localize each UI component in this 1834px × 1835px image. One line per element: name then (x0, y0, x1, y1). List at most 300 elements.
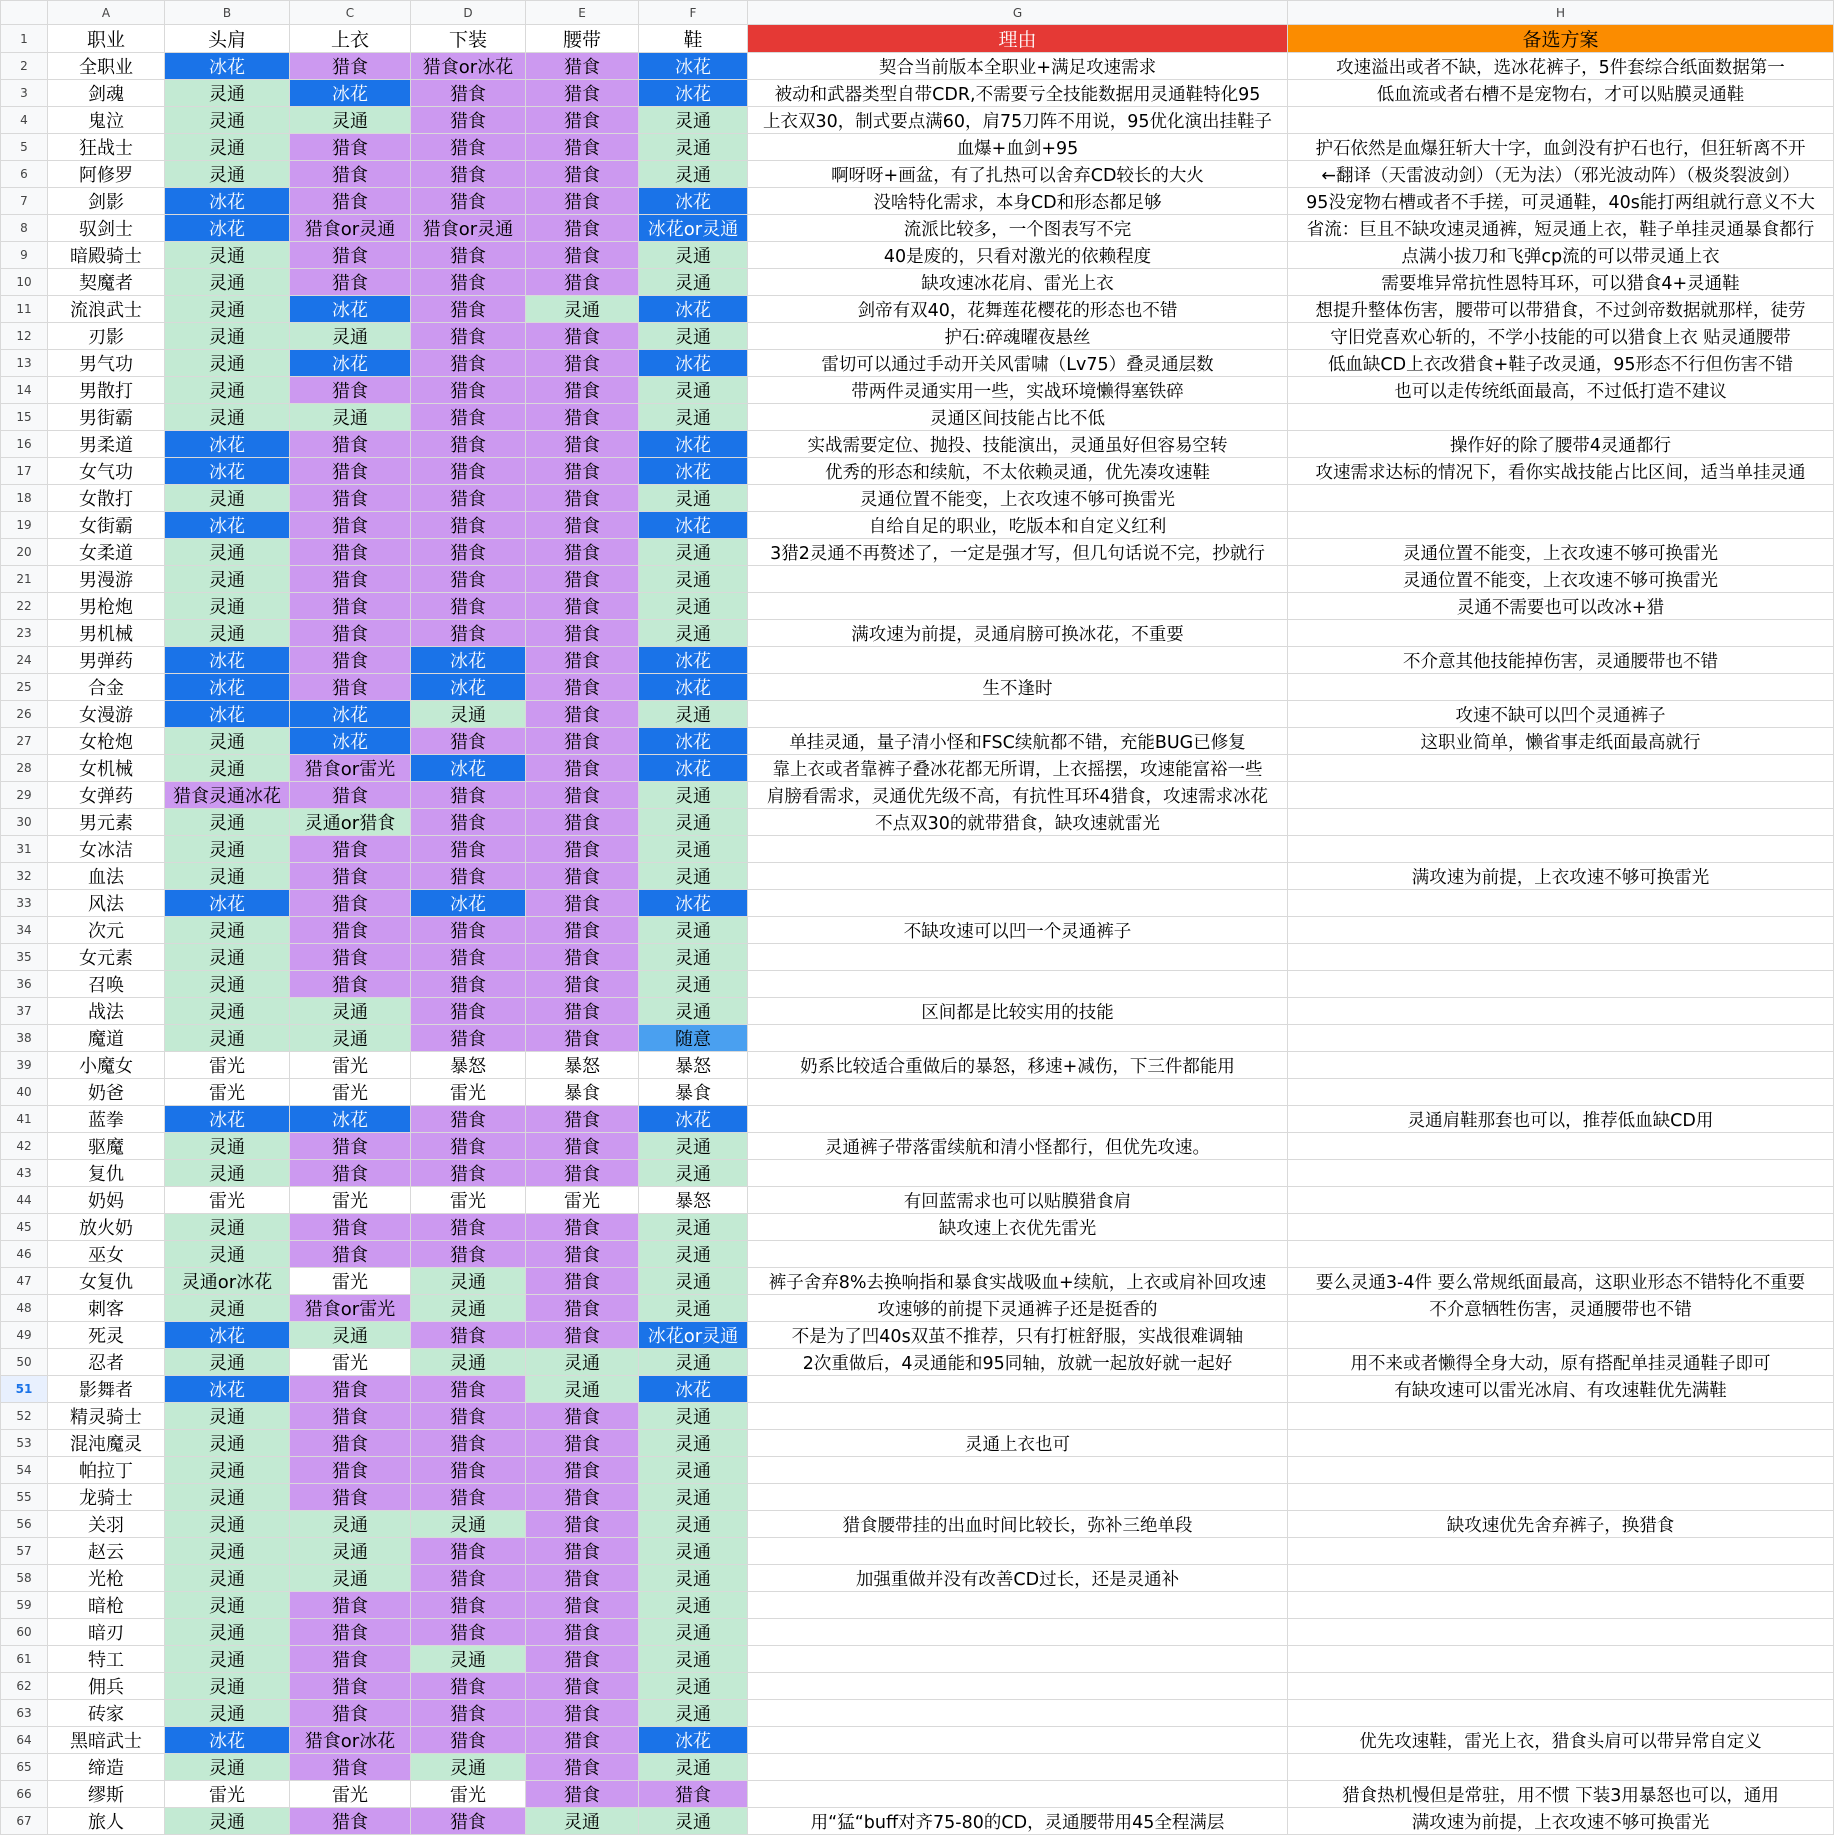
gear-cell[interactable]: 冰花 (165, 1322, 290, 1349)
class-name-cell[interactable]: 特工 (48, 1646, 165, 1673)
reason-cell[interactable]: 护石:碎魂曜夜悬丝 (748, 323, 1288, 350)
gear-cell[interactable]: 猎食 (290, 1241, 411, 1268)
reason-cell[interactable]: 没啥特化需求，本身CD和形态都足够 (748, 188, 1288, 215)
class-name-cell[interactable]: 男散打 (48, 377, 165, 404)
gear-cell[interactable]: 猎食 (526, 890, 639, 917)
gear-cell[interactable]: 灵通 (411, 1754, 526, 1781)
gear-cell[interactable]: 猎食 (411, 1376, 526, 1403)
gear-cell[interactable]: 灵通 (639, 404, 748, 431)
gear-cell[interactable]: 灵通 (165, 296, 290, 323)
gear-cell[interactable]: 猎食 (290, 1133, 411, 1160)
gear-cell[interactable]: 猎食 (526, 269, 639, 296)
gear-cell[interactable]: 冰花 (165, 674, 290, 701)
alternative-cell[interactable] (1288, 1403, 1834, 1430)
gear-cell[interactable]: 灵通 (639, 1808, 748, 1835)
class-name-cell[interactable]: 女街霸 (48, 512, 165, 539)
gear-cell[interactable]: 猎食 (411, 1457, 526, 1484)
gear-cell[interactable]: 猎食 (290, 1376, 411, 1403)
gear-cell[interactable]: 冰花 (290, 1106, 411, 1133)
class-name-cell[interactable]: 合金 (48, 674, 165, 701)
alternative-cell[interactable]: 灵通肩鞋那套也可以，推荐低血缺CD用 (1288, 1106, 1834, 1133)
gear-cell[interactable]: 灵通 (639, 269, 748, 296)
gear-cell[interactable]: 猎食 (290, 1430, 411, 1457)
reason-cell[interactable]: 2次重做后，4灵通能和95同轴，放就一起放好就一起好 (748, 1349, 1288, 1376)
gear-cell[interactable]: 灵通 (165, 1241, 290, 1268)
class-name-cell[interactable]: 男机械 (48, 620, 165, 647)
gear-cell[interactable]: 猎食 (411, 1673, 526, 1700)
gear-cell[interactable]: 灵通 (165, 350, 290, 377)
class-name-cell[interactable]: 女气功 (48, 458, 165, 485)
gear-cell[interactable]: 猎食 (411, 593, 526, 620)
gear-cell[interactable]: 雷光 (411, 1781, 526, 1808)
class-name-cell[interactable]: 小魔女 (48, 1052, 165, 1079)
reason-cell[interactable]: 优秀的形态和续航，不太依赖灵通，优先凑攻速鞋 (748, 458, 1288, 485)
gear-cell[interactable]: 灵通 (639, 1646, 748, 1673)
class-name-cell[interactable]: 暗刃 (48, 1619, 165, 1646)
alternative-cell[interactable]: 不介意其他技能掉伤害，灵通腰带也不错 (1288, 647, 1834, 674)
gear-cell[interactable]: 灵通 (165, 377, 290, 404)
gear-cell[interactable]: 灵通 (411, 701, 526, 728)
reason-cell[interactable]: 上衣双30，制式要点满60，肩75刀阵不用说，95优化演出挂鞋子 (748, 107, 1288, 134)
gear-cell[interactable]: 猎食 (526, 1754, 639, 1781)
row-number[interactable]: 47 (1, 1268, 48, 1295)
gear-cell[interactable]: 猎食 (411, 1430, 526, 1457)
gear-cell[interactable]: 灵通 (165, 1619, 290, 1646)
row-number[interactable]: 32 (1, 863, 48, 890)
gear-cell[interactable]: 灵通 (639, 1484, 748, 1511)
row-number[interactable]: 56 (1, 1511, 48, 1538)
gear-cell[interactable]: 猎食 (411, 539, 526, 566)
gear-cell[interactable]: 猎食 (526, 1106, 639, 1133)
row-number[interactable]: 13 (1, 350, 48, 377)
gear-cell[interactable]: 冰花 (639, 458, 748, 485)
reason-cell[interactable]: 剑帝有双40，花舞莲花樱花的形态也不错 (748, 296, 1288, 323)
class-name-cell[interactable]: 砖家 (48, 1700, 165, 1727)
gear-cell[interactable]: 冰花 (165, 1727, 290, 1754)
gear-cell[interactable]: 猎食 (290, 1457, 411, 1484)
gear-cell[interactable]: 猎食 (526, 134, 639, 161)
gear-cell[interactable]: 灵通 (165, 863, 290, 890)
row-number[interactable]: 64 (1, 1727, 48, 1754)
gear-cell[interactable]: 灵通 (165, 1511, 290, 1538)
row-number[interactable]: 61 (1, 1646, 48, 1673)
reason-cell[interactable] (748, 1754, 1288, 1781)
class-name-cell[interactable]: 死灵 (48, 1322, 165, 1349)
gear-cell[interactable]: 猎食 (290, 1160, 411, 1187)
gear-cell[interactable]: 灵通 (639, 782, 748, 809)
alternative-cell[interactable]: 有缺攻速可以雷光冰肩、有攻速鞋优先满鞋 (1288, 1376, 1834, 1403)
gear-cell[interactable]: 猎食 (411, 512, 526, 539)
reason-cell[interactable]: 被动和武器类型自带CDR,不需要亏全技能数据用灵通鞋特化95 (748, 80, 1288, 107)
row-number[interactable]: 57 (1, 1538, 48, 1565)
gear-cell[interactable]: 灵通 (165, 1349, 290, 1376)
gear-cell[interactable]: 猎食or灵通 (411, 215, 526, 242)
class-name-cell[interactable]: 关羽 (48, 1511, 165, 1538)
gear-cell[interactable]: 灵通 (165, 971, 290, 998)
gear-cell[interactable]: 猎食 (526, 1214, 639, 1241)
gear-cell[interactable]: 冰花 (290, 80, 411, 107)
gear-cell[interactable]: 猎食 (411, 485, 526, 512)
gear-cell[interactable]: 灵通 (290, 107, 411, 134)
reason-cell[interactable]: 灵通区间技能占比不低 (748, 404, 1288, 431)
gear-cell[interactable]: 猎食 (526, 1484, 639, 1511)
class-name-cell[interactable]: 血法 (48, 863, 165, 890)
row-number[interactable]: 48 (1, 1295, 48, 1322)
gear-cell[interactable]: 冰花 (290, 350, 411, 377)
gear-cell[interactable]: 冰花 (639, 188, 748, 215)
class-name-cell[interactable]: 女枪炮 (48, 728, 165, 755)
gear-cell[interactable]: 冰花 (165, 431, 290, 458)
gear-cell[interactable]: 冰花 (639, 296, 748, 323)
row-number[interactable]: 6 (1, 161, 48, 188)
gear-cell[interactable]: 灵通 (639, 377, 748, 404)
reason-cell[interactable]: 契合当前版本全职业+满足攻速需求 (748, 53, 1288, 80)
gear-cell[interactable]: 灵通 (165, 728, 290, 755)
gear-cell[interactable]: 猎食 (526, 1268, 639, 1295)
row-number[interactable]: 3 (1, 80, 48, 107)
reason-cell[interactable]: 灵通上衣也可 (748, 1430, 1288, 1457)
row-number[interactable]: 40 (1, 1079, 48, 1106)
class-name-cell[interactable]: 女漫游 (48, 701, 165, 728)
gear-cell[interactable]: 灵通 (639, 809, 748, 836)
gear-cell[interactable]: 灵通 (165, 1754, 290, 1781)
gear-cell[interactable]: 猎食 (411, 188, 526, 215)
reason-cell[interactable] (748, 701, 1288, 728)
gear-cell[interactable]: 冰花 (639, 674, 748, 701)
alternative-cell[interactable]: 不介意牺牲伤害，灵通腰带也不错 (1288, 1295, 1834, 1322)
reason-cell[interactable]: 缺攻速冰花肩、雷光上衣 (748, 269, 1288, 296)
gear-cell[interactable]: 猎食 (526, 1592, 639, 1619)
gear-cell[interactable]: 猎食 (411, 566, 526, 593)
gear-cell[interactable]: 灵通 (165, 809, 290, 836)
select-all-corner[interactable] (1, 1, 48, 25)
gear-cell[interactable]: 灵通 (639, 836, 748, 863)
alternative-cell[interactable]: 灵通不需要也可以改冰+猎 (1288, 593, 1834, 620)
gear-cell[interactable]: 灵通 (165, 1214, 290, 1241)
alternative-cell[interactable] (1288, 1322, 1834, 1349)
gear-cell[interactable]: 冰花 (639, 890, 748, 917)
gear-cell[interactable]: 冰花 (639, 80, 748, 107)
row-number[interactable]: 67 (1, 1808, 48, 1835)
row-number[interactable]: 20 (1, 539, 48, 566)
row-number[interactable]: 26 (1, 701, 48, 728)
class-name-cell[interactable]: 光枪 (48, 1565, 165, 1592)
gear-cell[interactable]: 灵通 (290, 1322, 411, 1349)
row-number[interactable]: 38 (1, 1025, 48, 1052)
gear-cell[interactable]: 灵通 (290, 404, 411, 431)
gear-cell[interactable]: 猎食 (411, 1484, 526, 1511)
row-number[interactable]: 55 (1, 1484, 48, 1511)
alternative-cell[interactable] (1288, 809, 1834, 836)
gear-cell[interactable]: 灵通 (639, 566, 748, 593)
gear-cell[interactable]: 冰花 (639, 512, 748, 539)
gear-cell[interactable]: 灵通 (639, 323, 748, 350)
gear-cell[interactable]: 猎食 (411, 296, 526, 323)
reason-cell[interactable]: 不点双30的就带猎食，缺攻速就雷光 (748, 809, 1288, 836)
gear-cell[interactable]: 冰花 (639, 647, 748, 674)
gear-cell[interactable]: 灵通 (639, 917, 748, 944)
gear-cell[interactable]: 猎食 (290, 1619, 411, 1646)
gear-cell[interactable]: 猎食 (526, 1511, 639, 1538)
gear-cell[interactable]: 灵通 (639, 161, 748, 188)
gear-cell[interactable]: 猎食 (290, 647, 411, 674)
gear-cell[interactable]: 灵通 (165, 917, 290, 944)
reason-cell[interactable]: 雷切可以通过手动开关风雷啸（Lv75）叠灵通层数 (748, 350, 1288, 377)
row-number[interactable]: 59 (1, 1592, 48, 1619)
gear-cell[interactable]: 灵通 (639, 944, 748, 971)
gear-cell[interactable]: 雷光 (526, 1187, 639, 1214)
alternative-cell[interactable] (1288, 1538, 1834, 1565)
gear-cell[interactable]: 猎食 (411, 1025, 526, 1052)
gear-cell[interactable]: 猎食 (290, 1673, 411, 1700)
gear-cell[interactable]: 猎食 (526, 1295, 639, 1322)
gear-cell[interactable]: 猎食 (290, 539, 411, 566)
row-number[interactable]: 27 (1, 728, 48, 755)
gear-cell[interactable]: 灵通 (165, 242, 290, 269)
gear-cell[interactable]: 灵通 (290, 1025, 411, 1052)
row-number[interactable]: 43 (1, 1160, 48, 1187)
gear-cell[interactable]: 冰花 (165, 647, 290, 674)
gear-cell[interactable]: 猎食 (526, 323, 639, 350)
gear-cell[interactable]: 猎食 (290, 431, 411, 458)
gear-cell[interactable]: 灵通 (411, 1268, 526, 1295)
gear-cell[interactable]: 猎食 (290, 971, 411, 998)
class-name-cell[interactable]: 女复仇 (48, 1268, 165, 1295)
alternative-cell[interactable] (1288, 971, 1834, 998)
gear-cell[interactable]: 灵通 (639, 998, 748, 1025)
gear-cell[interactable]: 灵通 (165, 1646, 290, 1673)
alternative-cell[interactable] (1288, 1619, 1834, 1646)
gear-cell[interactable]: 灵通 (165, 404, 290, 431)
gear-cell[interactable]: 灵通 (165, 485, 290, 512)
row-number[interactable]: 54 (1, 1457, 48, 1484)
gear-cell[interactable]: 灵通 (526, 296, 639, 323)
row-number[interactable]: 50 (1, 1349, 48, 1376)
column-header-D[interactable]: D (411, 1, 526, 25)
row-number[interactable]: 35 (1, 944, 48, 971)
gear-cell[interactable]: 猎食 (526, 512, 639, 539)
gear-cell[interactable]: 灵通 (639, 1457, 748, 1484)
reason-cell[interactable] (748, 647, 1288, 674)
gear-cell[interactable]: 暴怒 (639, 1052, 748, 1079)
row-number[interactable]: 18 (1, 485, 48, 512)
gear-cell[interactable]: 猎食 (411, 269, 526, 296)
class-name-cell[interactable]: 狂战士 (48, 134, 165, 161)
class-name-cell[interactable]: 复仇 (48, 1160, 165, 1187)
gear-cell[interactable]: 灵通 (639, 1268, 748, 1295)
reason-cell[interactable]: 区间都是比较实用的技能 (748, 998, 1288, 1025)
gear-cell[interactable]: 猎食 (290, 1403, 411, 1430)
class-name-cell[interactable]: 暗枪 (48, 1592, 165, 1619)
gear-cell[interactable]: 猎食 (526, 1403, 639, 1430)
gear-cell[interactable]: 冰花 (411, 890, 526, 917)
gear-cell[interactable]: 猎食 (411, 1214, 526, 1241)
alternative-cell[interactable] (1288, 1079, 1834, 1106)
gear-cell[interactable]: 灵通 (290, 1511, 411, 1538)
row-number[interactable]: 65 (1, 1754, 48, 1781)
gear-cell[interactable]: 灵通 (165, 539, 290, 566)
header-cell[interactable]: 鞋 (639, 25, 748, 53)
gear-cell[interactable]: 冰花or灵通 (639, 215, 748, 242)
alternative-cell[interactable] (1288, 1646, 1834, 1673)
gear-cell[interactable]: 冰花 (165, 1106, 290, 1133)
gear-cell[interactable]: 猎食 (526, 215, 639, 242)
column-header-H[interactable]: H (1288, 1, 1834, 25)
class-name-cell[interactable]: 风法 (48, 890, 165, 917)
reason-cell[interactable] (748, 1241, 1288, 1268)
reason-cell[interactable] (748, 1646, 1288, 1673)
gear-cell[interactable]: 灵通 (639, 1349, 748, 1376)
gear-cell[interactable]: 灵通 (526, 1349, 639, 1376)
class-name-cell[interactable]: 忍者 (48, 1349, 165, 1376)
row-number[interactable]: 44 (1, 1187, 48, 1214)
row-number[interactable]: 29 (1, 782, 48, 809)
alternative-cell[interactable] (1288, 944, 1834, 971)
gear-cell[interactable]: 猎食 (290, 863, 411, 890)
gear-cell[interactable]: 猎食 (526, 53, 639, 80)
gear-cell[interactable]: 猎食 (411, 107, 526, 134)
gear-cell[interactable]: 灵通 (165, 1592, 290, 1619)
alternative-cell[interactable]: 缺攻速优先舍弃裤子，换猎食 (1288, 1511, 1834, 1538)
class-name-cell[interactable]: 男街霸 (48, 404, 165, 431)
gear-cell[interactable]: 冰花 (411, 674, 526, 701)
gear-cell[interactable]: 冰花 (411, 755, 526, 782)
gear-cell[interactable]: 灵通 (639, 1538, 748, 1565)
gear-cell[interactable]: 猎食 (411, 134, 526, 161)
alternative-cell[interactable] (1288, 620, 1834, 647)
gear-cell[interactable]: 猎食 (290, 620, 411, 647)
gear-cell[interactable]: 猎食 (526, 188, 639, 215)
gear-cell[interactable]: 猎食 (411, 728, 526, 755)
class-name-cell[interactable]: 奶妈 (48, 1187, 165, 1214)
gear-cell[interactable]: 猎食 (526, 1700, 639, 1727)
gear-cell[interactable]: 灵通 (411, 1349, 526, 1376)
alternative-cell[interactable]: 省流：巨且不缺攻速灵通裤，短灵通上衣，鞋子单挂灵通暴食都行 (1288, 215, 1834, 242)
gear-cell[interactable]: 猎食 (411, 80, 526, 107)
gear-cell[interactable]: 猎食 (411, 404, 526, 431)
alternative-cell[interactable] (1288, 1592, 1834, 1619)
class-name-cell[interactable]: 次元 (48, 917, 165, 944)
row-number[interactable]: 58 (1, 1565, 48, 1592)
reason-cell[interactable] (748, 1781, 1288, 1808)
gear-cell[interactable]: 猎食 (526, 1727, 639, 1754)
reason-cell[interactable] (748, 1376, 1288, 1403)
reason-cell[interactable] (748, 1106, 1288, 1133)
gear-cell[interactable]: 冰花 (639, 53, 748, 80)
gear-cell[interactable]: 猎食 (639, 1781, 748, 1808)
class-name-cell[interactable]: 影舞者 (48, 1376, 165, 1403)
class-name-cell[interactable]: 女元素 (48, 944, 165, 971)
gear-cell[interactable]: 灵通or冰花 (165, 1268, 290, 1295)
class-name-cell[interactable]: 召唤 (48, 971, 165, 998)
gear-cell[interactable]: 猎食 (526, 1457, 639, 1484)
gear-cell[interactable]: 雷光 (290, 1268, 411, 1295)
row-number[interactable]: 33 (1, 890, 48, 917)
reason-cell[interactable]: 实战需要定位、抛投、技能演出，灵通虽好但容易空转 (748, 431, 1288, 458)
class-name-cell[interactable]: 流浪武士 (48, 296, 165, 323)
row-number[interactable]: 39 (1, 1052, 48, 1079)
gear-cell[interactable]: 灵通 (165, 1457, 290, 1484)
gear-cell[interactable]: 猎食or雷光 (290, 1295, 411, 1322)
gear-cell[interactable]: 猎食or冰花 (411, 53, 526, 80)
gear-cell[interactable]: 灵通 (639, 863, 748, 890)
class-name-cell[interactable]: 缪斯 (48, 1781, 165, 1808)
reason-cell[interactable] (748, 1727, 1288, 1754)
alternative-cell[interactable] (1288, 512, 1834, 539)
gear-cell[interactable]: 灵通 (165, 1133, 290, 1160)
gear-cell[interactable]: 灵通 (639, 1241, 748, 1268)
gear-cell[interactable]: 冰花 (290, 728, 411, 755)
row-number[interactable]: 5 (1, 134, 48, 161)
row-number[interactable]: 11 (1, 296, 48, 323)
alternative-cell[interactable] (1288, 1052, 1834, 1079)
gear-cell[interactable]: 猎食 (526, 80, 639, 107)
alternative-cell[interactable] (1288, 1565, 1834, 1592)
class-name-cell[interactable]: 女柔道 (48, 539, 165, 566)
gear-cell[interactable]: 灵通 (639, 593, 748, 620)
gear-cell[interactable]: 灵通 (165, 620, 290, 647)
gear-cell[interactable]: 暴怒 (526, 1052, 639, 1079)
class-name-cell[interactable]: 女弹药 (48, 782, 165, 809)
row-number[interactable]: 34 (1, 917, 48, 944)
gear-cell[interactable]: 灵通 (639, 701, 748, 728)
gear-cell[interactable]: 冰花 (290, 701, 411, 728)
class-name-cell[interactable]: 蓝拳 (48, 1106, 165, 1133)
reason-cell[interactable] (748, 1592, 1288, 1619)
alternative-cell[interactable]: 95没宠物右槽或者不手搓，可灵通鞋，40s能打两组就行意义不大 (1288, 188, 1834, 215)
alternative-cell[interactable] (1288, 1241, 1834, 1268)
class-name-cell[interactable]: 暗殿骑士 (48, 242, 165, 269)
gear-cell[interactable]: 灵通 (639, 1511, 748, 1538)
alternative-cell[interactable] (1288, 1133, 1834, 1160)
alternative-cell[interactable]: 低血流或者右槽不是宠物右，才可以贴膜灵通鞋 (1288, 80, 1834, 107)
gear-cell[interactable]: 灵通 (639, 971, 748, 998)
row-number[interactable]: 45 (1, 1214, 48, 1241)
alternative-cell[interactable]: 也可以走传统纸面最高，不过低打造不建议 (1288, 377, 1834, 404)
alternative-cell[interactable]: 猎食热机慢但是常驻，用不惯 下装3用暴怒也可以，通用 (1288, 1781, 1834, 1808)
gear-cell[interactable]: 猎食 (526, 1241, 639, 1268)
class-name-cell[interactable]: 奶爸 (48, 1079, 165, 1106)
alternative-cell[interactable] (1288, 1160, 1834, 1187)
gear-cell[interactable]: 灵通 (639, 242, 748, 269)
gear-cell[interactable]: 雷光 (290, 1052, 411, 1079)
gear-cell[interactable]: 冰花 (165, 188, 290, 215)
class-name-cell[interactable]: 佣兵 (48, 1673, 165, 1700)
gear-cell[interactable]: 冰花 (165, 215, 290, 242)
gear-cell[interactable]: 暴怒 (411, 1052, 526, 1079)
gear-cell[interactable]: 猎食 (526, 728, 639, 755)
gear-cell[interactable]: 灵通 (411, 1295, 526, 1322)
gear-cell[interactable]: 雷光 (411, 1079, 526, 1106)
gear-cell[interactable]: 猎食 (526, 971, 639, 998)
gear-cell[interactable]: 冰花or灵通 (639, 1322, 748, 1349)
gear-cell[interactable]: 冰花 (411, 647, 526, 674)
reason-cell[interactable]: 自给自足的职业，吃版本和自定义红利 (748, 512, 1288, 539)
gear-cell[interactable]: 暴食 (526, 1079, 639, 1106)
row-number[interactable]: 7 (1, 188, 48, 215)
row-number[interactable]: 62 (1, 1673, 48, 1700)
gear-cell[interactable]: 猎食 (411, 161, 526, 188)
gear-cell[interactable]: 灵通 (639, 1592, 748, 1619)
class-name-cell[interactable]: 旅人 (48, 1808, 165, 1835)
reason-cell[interactable] (748, 1457, 1288, 1484)
gear-cell[interactable]: 猎食 (411, 1133, 526, 1160)
header-cell[interactable]: 备选方案 (1288, 25, 1834, 53)
gear-cell[interactable]: 灵通 (165, 1160, 290, 1187)
gear-cell[interactable]: 猎食 (526, 593, 639, 620)
gear-cell[interactable]: 灵通 (639, 1700, 748, 1727)
reason-cell[interactable] (748, 1619, 1288, 1646)
